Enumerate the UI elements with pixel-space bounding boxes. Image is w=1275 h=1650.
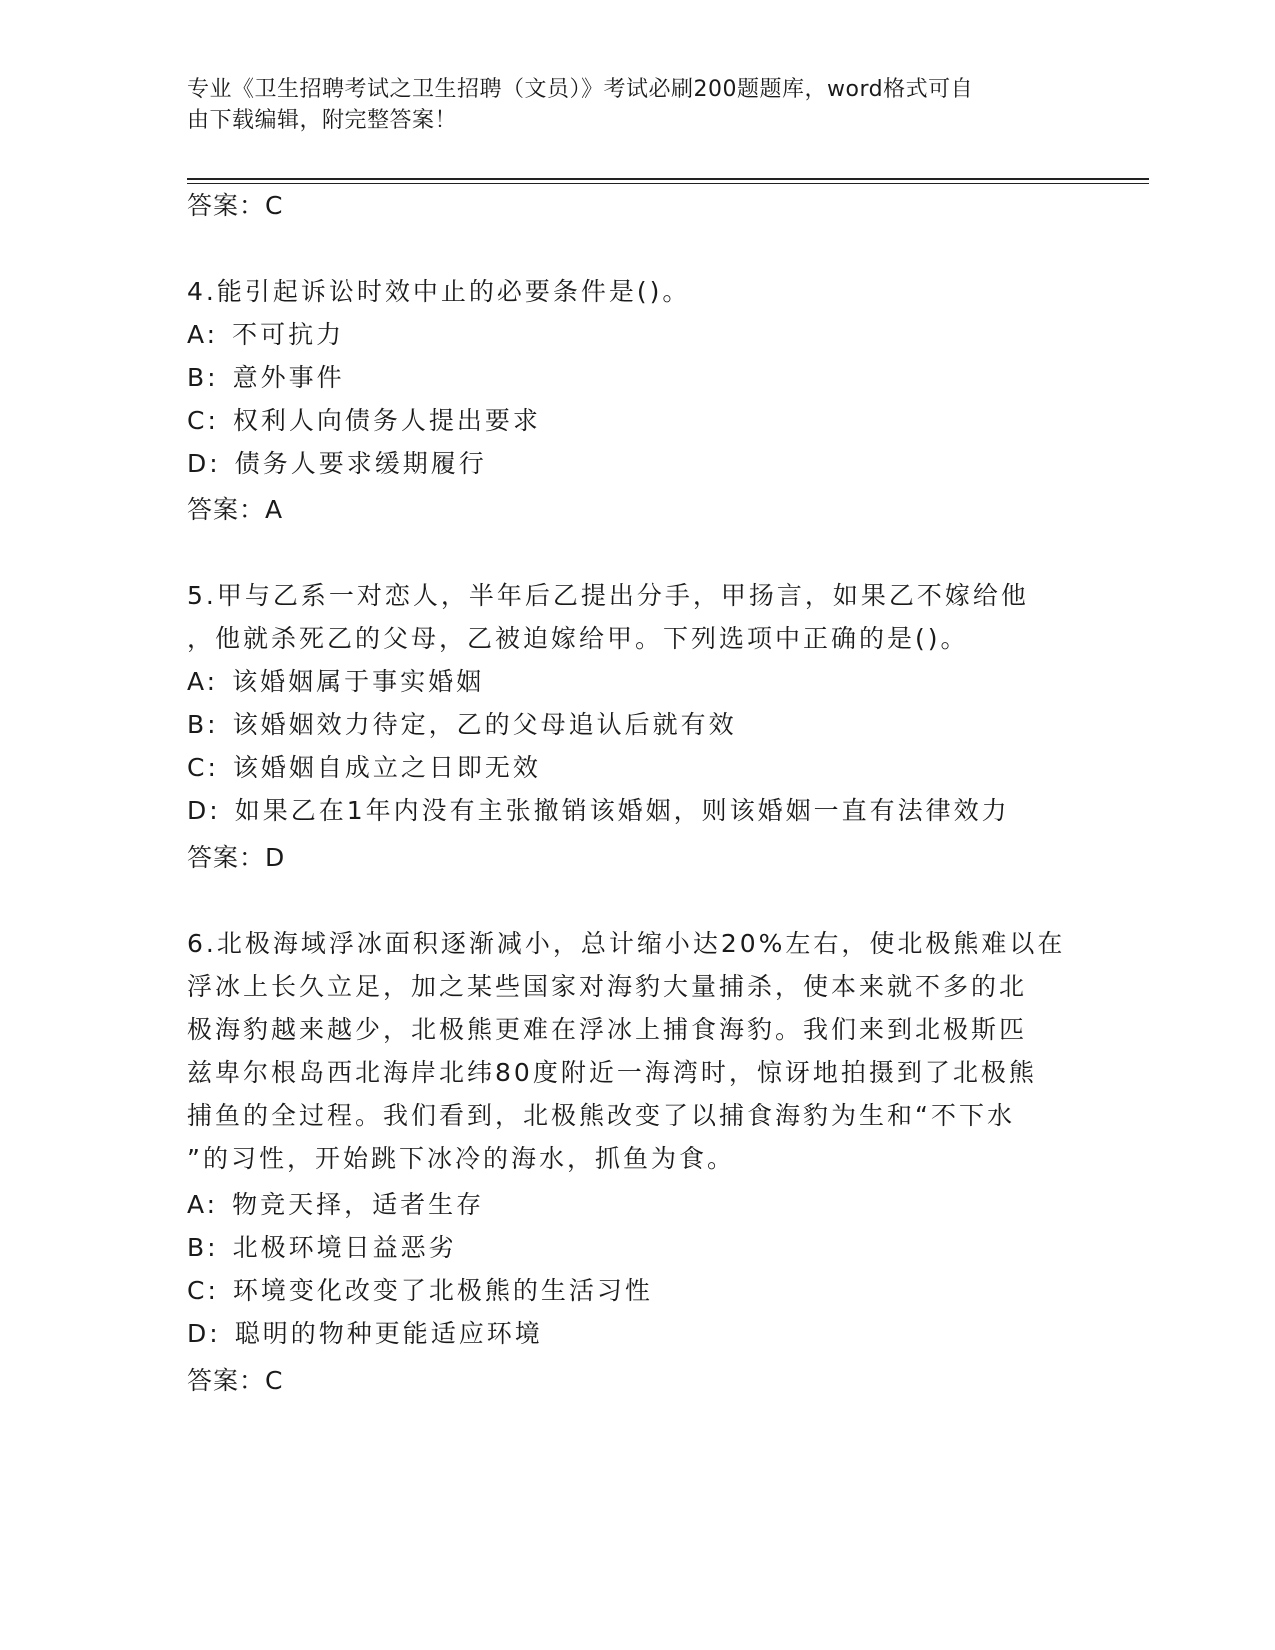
header-line-1: 专业《卫生招聘考试之卫生招聘（文员）》考试必刷200题题库，word格式可自 <box>187 77 974 102</box>
q6-stem-line-4: 兹卑尔根岛西北海岸北纬80度附近一海湾时，惊讶地拍摄到了北极熊 <box>187 1058 1037 1087</box>
q6-option-a: A: 物竞天择，适者生存 <box>187 1190 485 1219</box>
document-header <box>187 74 1067 136</box>
previous-answer: 答案：C <box>187 191 284 220</box>
header-divider-thick <box>187 178 1149 180</box>
q6-stem-line-5: 捕鱼的全过程。我们看到，北极熊改变了以捕食海豹为生和“不下水 <box>187 1101 1015 1130</box>
header-divider-thin <box>187 183 1149 184</box>
q5-answer: 答案：D <box>187 843 286 872</box>
q6-stem-line-2: 浮冰上长久立足，加之某些国家对海豹大量捕杀，使本来就不多的北 <box>187 972 1028 1001</box>
q6-option-c: C: 环境变化改变了北极熊的生活习性 <box>187 1276 653 1305</box>
q6-option-b: B: 北极环境日益恶劣 <box>187 1233 457 1262</box>
q5-stem-line-2: ，他就杀死乙的父母，乙被迫嫁给甲。下列选项中正确的是()。 <box>187 624 969 653</box>
q4-option-d: D: 债务人要求缓期履行 <box>187 449 487 478</box>
q6-answer: 答案：C <box>187 1366 284 1395</box>
q6-stem-line-1: 6.北极海域浮冰面积逐渐减小，总计缩小达20%左右，使北极熊难以在 <box>187 929 1066 958</box>
q4-option-c: C: 权利人向债务人提出要求 <box>187 406 541 435</box>
q4-option-a: A: 不可抗力 <box>187 320 345 349</box>
q5-stem-line-1: 5.甲与乙系一对恋人，半年后乙提出分手，甲扬言，如果乙不嫁给他 <box>187 581 1029 610</box>
q6-stem-line-6: ”的习性，开始跳下冰冷的海水，抓鱼为食。 <box>187 1144 735 1173</box>
q5-option-c: C: 该婚姻自成立之日即无效 <box>187 753 541 782</box>
q6-option-d: D: 聪明的物种更能适应环境 <box>187 1319 543 1348</box>
q4-answer: 答案：A <box>187 495 284 524</box>
q5-option-b: B: 该婚姻效力待定，乙的父母追认后就有效 <box>187 710 737 739</box>
q5-option-d: D: 如果乙在1年内没有主张撤销该婚姻，则该婚姻一直有法律效力 <box>187 796 1010 825</box>
header-line-2: 由下载编辑，附完整答案！ <box>187 108 458 133</box>
q4-stem: 4.能引起诉讼时效中止的必要条件是()。 <box>187 277 691 306</box>
q6-stem-line-3: 极海豹越来越少，北极熊更难在浮冰上捕食海豹。我们来到北极斯匹 <box>187 1015 1028 1044</box>
q5-option-a: A: 该婚姻属于事实婚姻 <box>187 667 485 696</box>
q4-option-b: B: 意外事件 <box>187 363 345 392</box>
